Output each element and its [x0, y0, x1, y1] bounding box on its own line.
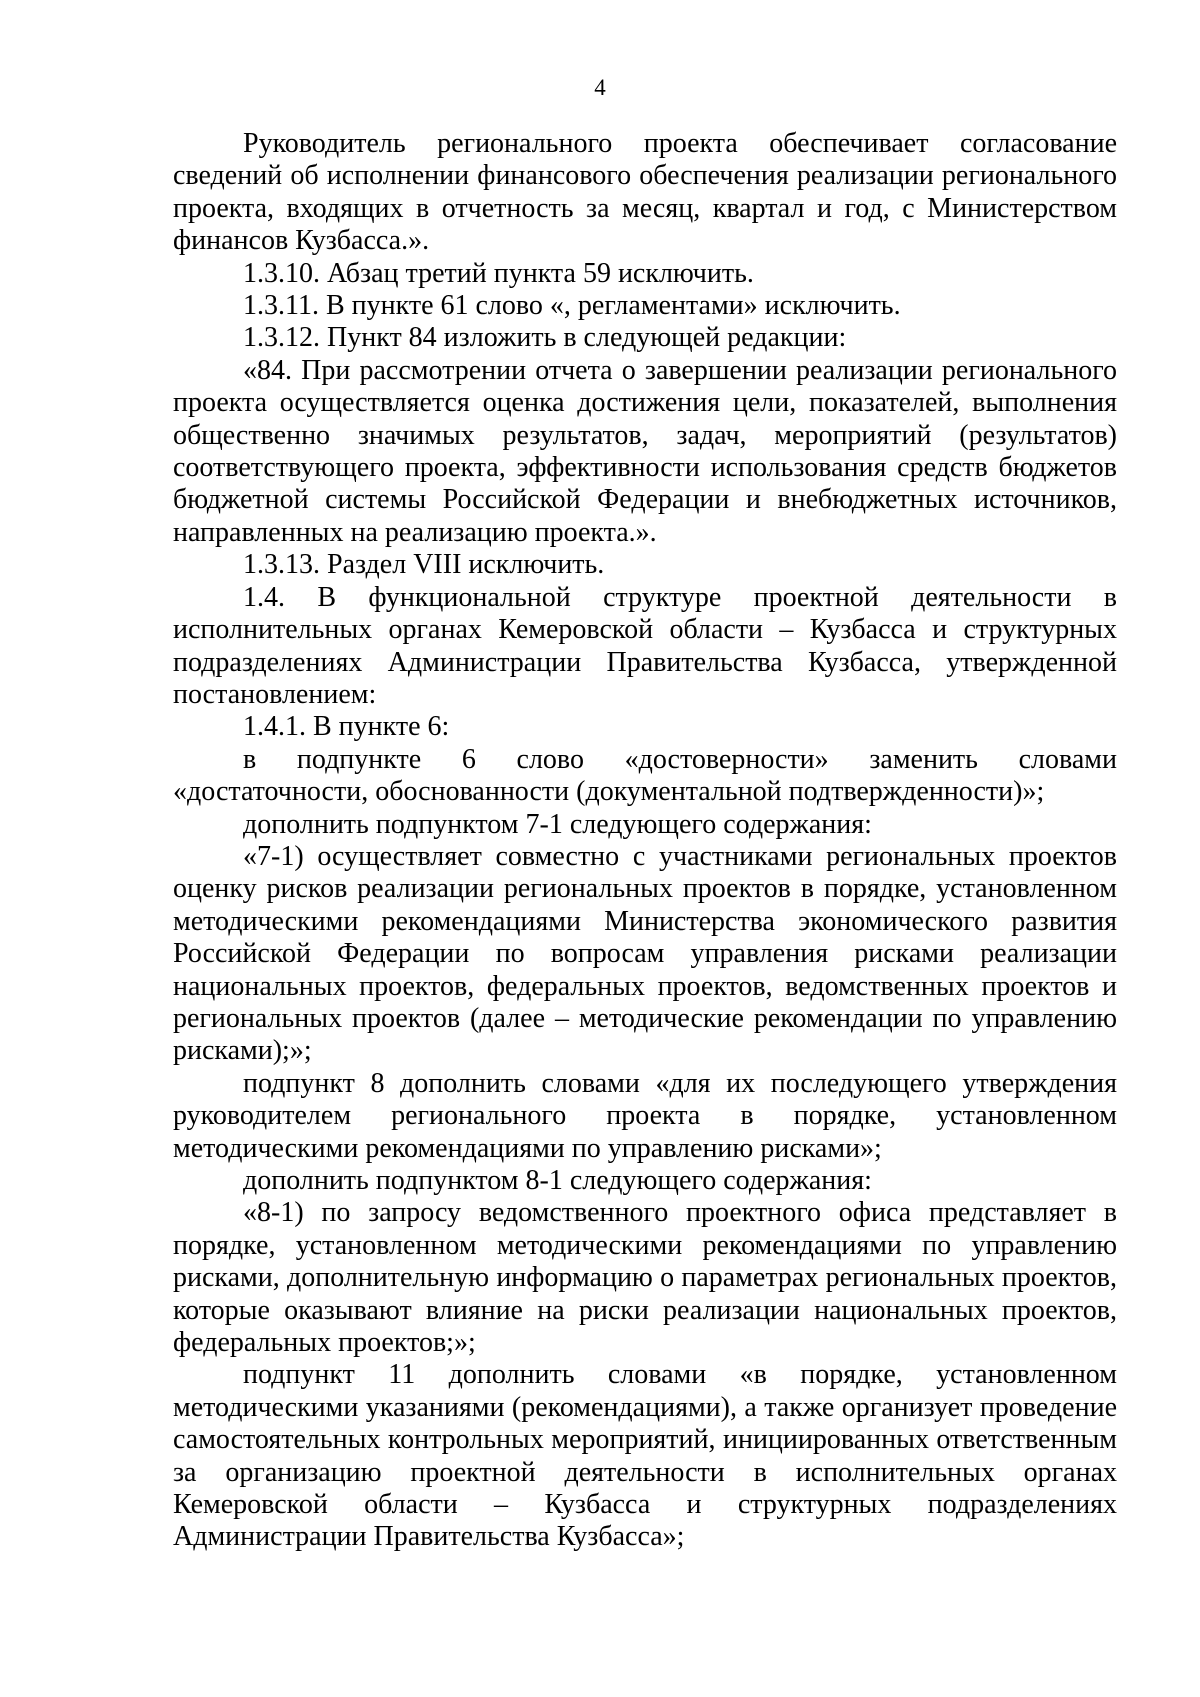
paragraph-subpoint-6: в подпункте 6 слово «достоверности» заменить словами «достаточности, обоснованности (документальной подтвержденности)»; [173, 743, 1117, 808]
paragraph-subpoint-11: подпункт 11 дополнить словами «в порядке, установленном методическими указаниями (рекомендациями), а также организует проведение самостоятельных контрольных мероприятий, инициированных ответственным за организацию проектной деятельности в исполнительных органах Кемеровской области – Кузбасса и структурных подразделениях Администрации Правительства Кузбасса»; [173, 1359, 1117, 1553]
paragraph-1-3-13: 1.3.13. Раздел VIII исключить. [243, 549, 605, 581]
paragraph-1-3-12: 1.3.12. Пункт 84 изложить в следующей редакции: [243, 322, 847, 354]
paragraph-add-8-1: дополнить подпунктом 8-1 следующего содержания: [243, 1165, 872, 1196]
paragraph-add-7-1: дополнить подпунктом 7-1 следующего содержания: [243, 808, 872, 840]
paragraph-1-3-11: 1.3.11. В пункте 61 слово «, регламентами» исключить. [243, 290, 901, 322]
document-body [173, 128, 1117, 1554]
paragraph-7-1-text: «7-1) осуществляет совместно с участниками региональных проектов оценку рисков реализации региональных проектов в порядке, установленном методическими рекомендациями Министерства экономического развития Российской Федерации по вопросам управления рисками реализации национальных проектов, федеральных проектов, ведомственных проектов и региональных проектов (далее – методические рекомендации по управлению рисками);»; [173, 840, 1117, 1067]
paragraph-8-1-text: «8-1) по запросу ведомственного проектного офиса представляет в порядке, установленном методическими рекомендациями по управлению рисками, дополнительную информацию о параметрах региональных проектов, которые оказывают влияние на риски реализации национальных проектов, федеральных проектов;»; [173, 1197, 1117, 1359]
paragraph-subpoint-8: подпункт 8 дополнить словами «для их последующего утверждения руководителем регионального проекта в порядке, установленном методическими рекомендациями по управлению рисками»; [173, 1067, 1117, 1164]
paragraph-1-4: 1.4. В функциональной структуре проектной деятельности в исполнительных органах Кемеровской области – Кузбасса и структурных подразделениях Администрации Правительства Кузбасса, утвержденной постановлением: [173, 581, 1117, 710]
paragraph-point-84: «84. При рассмотрении отчета о завершении реализации регионального проекта осуществляется оценка достижения цели, показателей, выполнения общественно значимых результатов, задач, мероприятий (результатов) соответствующего проекта, эффективности использования средств бюджетов бюджетной системы Российской Федерации и внебюджетных источников, направленных на реализацию проекта.». [173, 354, 1117, 548]
paragraph-1-4-1: 1.4.1. В пункте 6: [243, 711, 450, 743]
paragraph-responsible-agreement: Руководитель регионального проекта обеспечивает согласование сведений об исполнении финансового обеспечения реализации регионального проекта, входящих в отчетность за месяц, квартал и год, с Министерством финансов Кузбасса.». [173, 128, 1117, 257]
page-number: 4 [594, 75, 606, 100]
paragraph-1-3-10: 1.3.10. Абзац третий пункта 59 исключить. [243, 257, 754, 289]
